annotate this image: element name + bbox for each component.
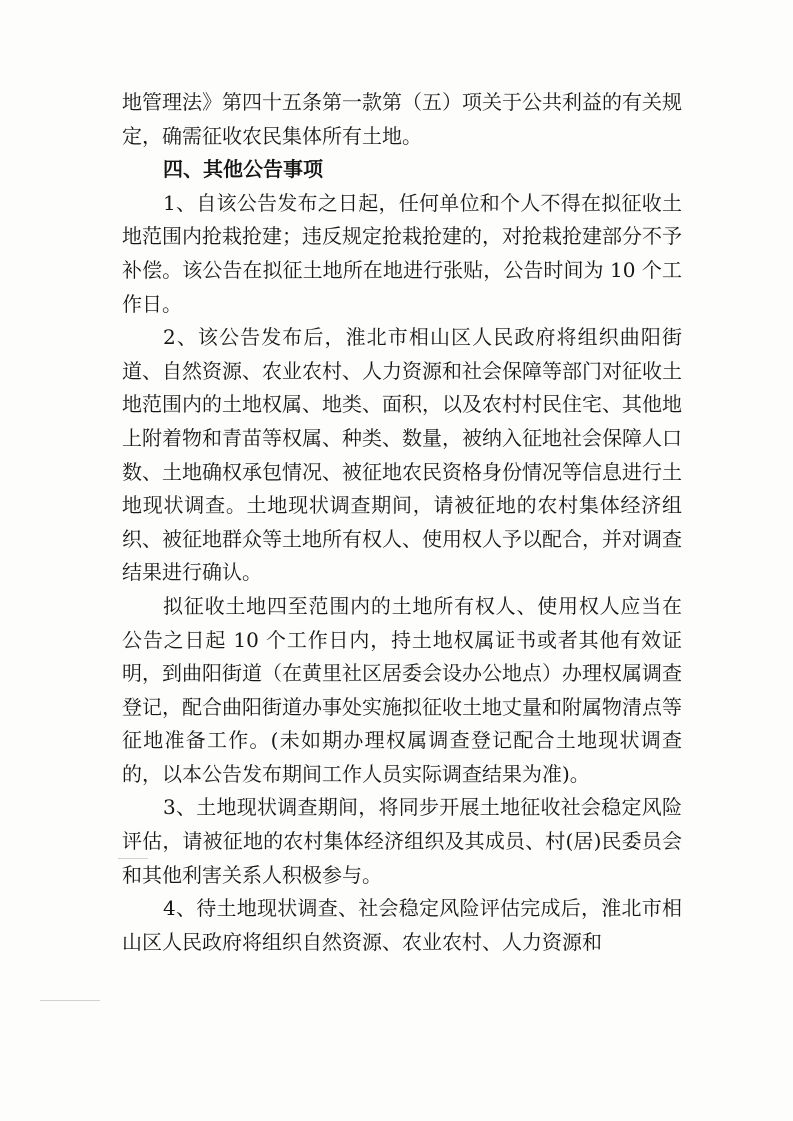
paragraph-law-reference: 地管理法》第四十五条第一款第（五）项关于公共利益的有关规定，确需征收农民集体所有土地。 — [122, 90, 682, 148]
section-heading-other-matters: 四、其他公告事项 — [163, 157, 323, 182]
scan-artifact-mark — [40, 1000, 100, 1001]
paragraph-item-3: 3、土地现状调查期间，将同步开展土地征收社会稳定风险评估，请被征地的农村集体经济组织及其成员、村(居)民委员会和其他利害关系人积极参与。 — [122, 795, 682, 887]
paragraph-registration: 拟征收土地四至范围内的土地所有权人、使用权人应当在公告之日起 10 个工作日内，持土地权属证书或者其他有效证明，到曲阳街道（在黄里社区居委会设办公地点）办理权属调查登记，配合曲阳街道办事处实施拟征收土地丈量和附属物清点等征地准备工作。(未如期办理权属调查登记配合土地现状调查的，以本公告发布期间工作人员实际调查结果为准)。 — [122, 593, 682, 786]
paragraph-item-1: 1、自该公告发布之日起，任何单位和个人不得在拟征收土地范围内抢栽抢建；违反规定抢栽抢建的，对抢栽抢建部分不予补偿。该公告在拟征土地所在地进行张贴，公告时间为 10 个工作日。 — [122, 190, 682, 316]
document-body — [122, 86, 682, 959]
paragraph-item-2: 2、该公告发布后，淮北市相山区人民政府将组织曲阳街道、自然资源、农业农村、人力资源和社会保障等部门对征收土地范围内的土地权属、地类、面积，以及农村村民住宅、其他地上附着物和青苗等权属、种类、数量，被纳入征地社会保障人口数、土地确权承包情况、被征地农民资格身份情况等信息进行土地现状调查。土地现状调查期间，请被征地的农村集体经济组织、被征地群众等土地所有权人、使用权人予以配合，并对调查结果进行确认。 — [122, 325, 682, 585]
paragraph-item-4: 4、待土地现状调查、社会稳定风险评估完成后，淮北市相山区人民政府将组织自然资源、农业农村、人力资源和 — [122, 896, 682, 954]
